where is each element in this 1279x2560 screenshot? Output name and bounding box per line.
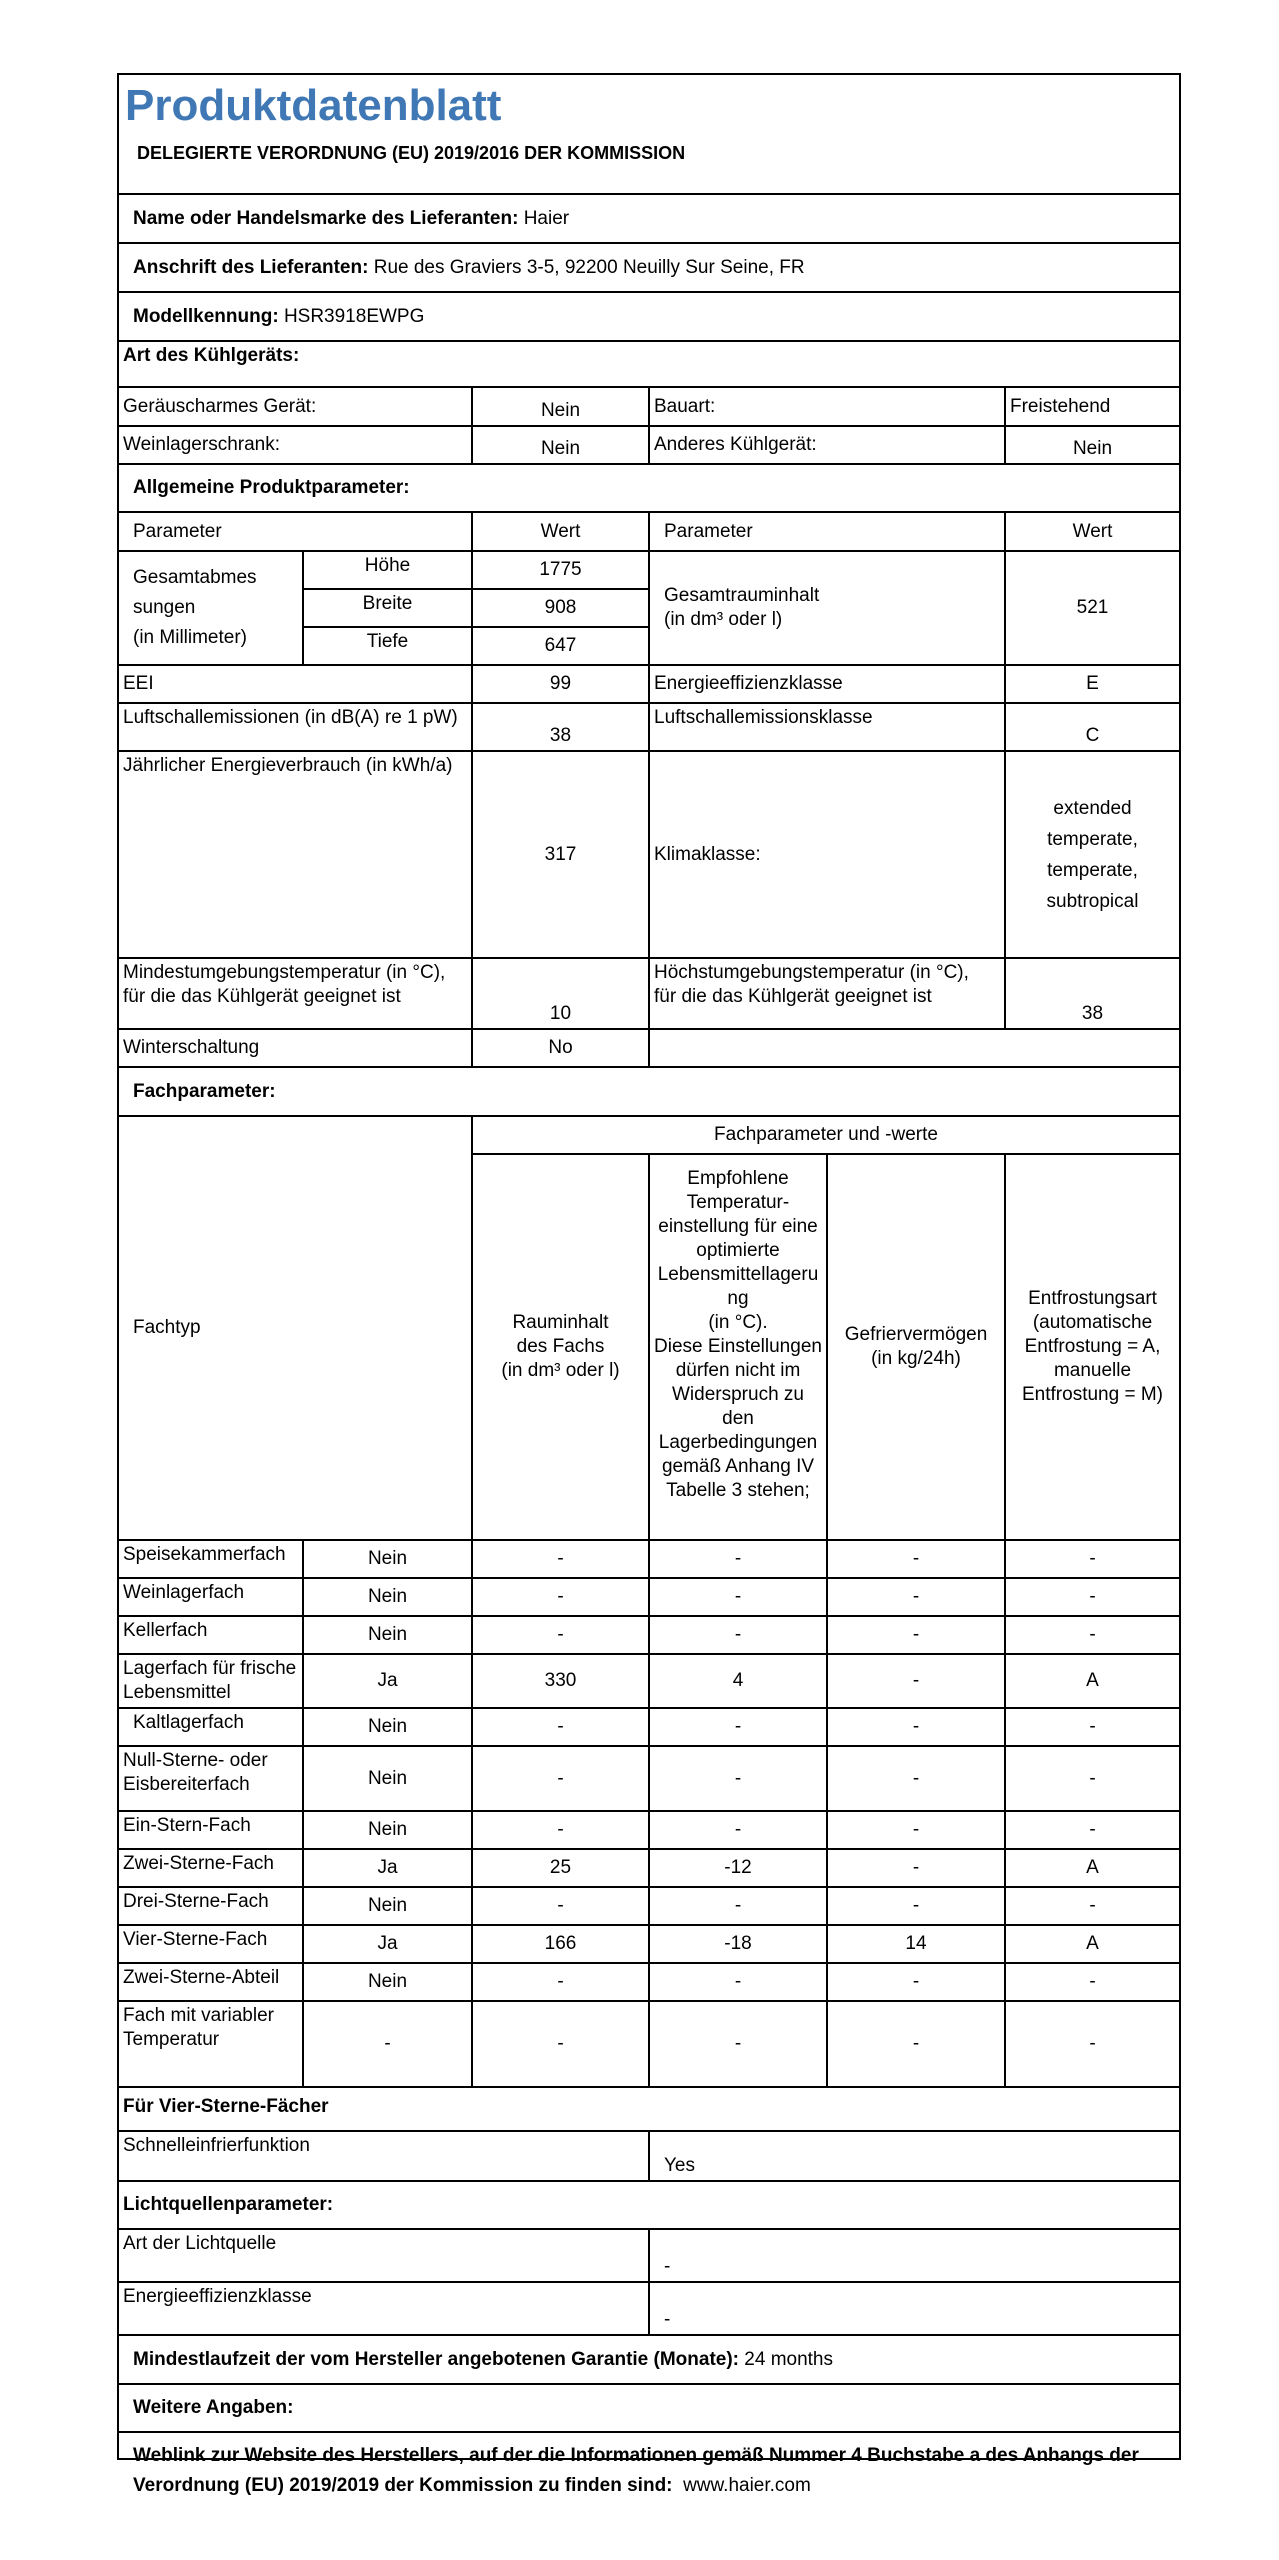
climate-line-2: temperate, <box>1047 828 1138 850</box>
compartment-temperature: - <box>650 1617 828 1655</box>
temp-header-line-7: (in °C). <box>708 1312 768 1333</box>
weblink-label-line-2: Verordnung (EU) 2019/2019 der Kommission zu finden sind: <box>133 2475 673 2496</box>
compartment-defrost: - <box>1006 1541 1179 1579</box>
page-title: Produktdatenblatt <box>125 81 502 130</box>
climate-class-value <box>1006 752 1179 959</box>
defrost-header <box>1006 1155 1179 1541</box>
model-value: HSR3918EWPG <box>283 305 425 327</box>
compartment-present: Nein <box>304 1709 473 1747</box>
compartment-freezing-capacity: - <box>828 1617 1006 1655</box>
appliance-type-heading: Art des Kühlgeräts: <box>119 342 1179 388</box>
warranty-row <box>119 2336 1179 2385</box>
depth-label: Tiefe <box>304 628 473 666</box>
compartment-present: Nein <box>304 1579 473 1617</box>
value-header-left: Wert <box>473 513 650 552</box>
wine-cabinet-label: Weinlagerschrank: <box>119 427 473 465</box>
compartment-temperature: - <box>650 1888 828 1926</box>
compartment-volume: - <box>473 1747 650 1812</box>
noise-class-value: C <box>1006 704 1179 752</box>
compartment-defrost: - <box>1006 1747 1179 1812</box>
wine-cabinet-value: Nein <box>473 427 650 465</box>
compartment-present: Nein <box>304 1541 473 1579</box>
param-header-left: Parameter <box>119 513 473 552</box>
compartment-present: Nein <box>304 1964 473 2002</box>
dimensions-label-line-2: sungen <box>133 597 196 618</box>
weblink-row <box>119 2433 1179 2508</box>
compartment-present: Nein <box>304 1812 473 1850</box>
winter-label: Winterschaltung <box>119 1030 473 1068</box>
climate-line-1: extended <box>1053 797 1132 819</box>
other-appliance-value: Nein <box>1006 427 1179 465</box>
warranty-value: 24 months <box>744 2348 834 2370</box>
height-value: 1775 <box>473 552 650 590</box>
regulation-heading: DELEGIERTE VERORDNUNG (EU) 2019/2016 DER KOMMISSION <box>137 143 686 163</box>
defrost-header-line-3: Entfrostung = A, <box>1024 1336 1161 1357</box>
four-star-heading: Für Vier-Sterne-Fächer <box>119 2083 1179 2132</box>
compartment-freezing-capacity: - <box>828 2002 1006 2088</box>
compartment-name: Null-Sterne- oder Eisbereiterfach <box>119 1747 304 1812</box>
compartment-temperature: - <box>650 1541 828 1579</box>
model-row <box>119 293 1179 342</box>
defrost-header-line-4: manuelle <box>1053 1360 1132 1381</box>
noise-label: Luftschallemissionen (in dB(A) re 1 pW) <box>119 704 473 752</box>
value-header-right: Wert <box>1006 513 1179 552</box>
temp-header-line-8: Diese Einstellungen <box>654 1336 822 1357</box>
light-type-label: Art der Lichtquelle <box>119 2230 650 2283</box>
supplier-address-value: Rue des Graviers 3-5, 92200 Neuilly Sur Seine, FR <box>373 256 805 278</box>
annual-energy-value: 317 <box>473 752 650 959</box>
compartment-defrost: - <box>1006 1888 1179 1926</box>
compartment-volume: - <box>473 1709 650 1747</box>
compartment-name: Fach mit variabler Temperatur <box>119 2002 304 2088</box>
further-info-heading: Weitere Angaben: <box>119 2385 1179 2433</box>
other-appliance-label: Anderes Kühlgerät: <box>650 427 1006 465</box>
compartment-freezing-capacity: - <box>828 1709 1006 1747</box>
freeze-header-line-2: (in kg/24h) <box>871 1348 961 1369</box>
header-block <box>119 75 1179 195</box>
compartment-present: Ja <box>304 1926 473 1964</box>
compartment-freezing-capacity: - <box>828 1964 1006 2002</box>
energy-class-value: E <box>1006 666 1179 704</box>
compartment-defrost: - <box>1006 1579 1179 1617</box>
compartment-volume: - <box>473 1964 650 2002</box>
compartment-name: Lagerfach für frische Lebensmittel <box>119 1655 304 1709</box>
light-class-value: - <box>650 2283 1179 2336</box>
min-temp-label-line-1: Mindestumgebungstemperatur (in °C), <box>123 962 446 983</box>
compartment-temperature: - <box>650 1579 828 1617</box>
total-volume-label-line-1: Gesamtrauminhalt <box>664 585 820 606</box>
compartment-name: Ein-Stern-Fach <box>119 1812 304 1850</box>
temp-header-line-10: Widerspruch zu <box>672 1384 804 1405</box>
noise-class-label: Luftschallemissionsklasse <box>650 704 1006 752</box>
min-temp-label <box>119 959 473 1030</box>
temp-header-line-2: Temperatur- <box>686 1192 790 1213</box>
compartment-volume: - <box>473 1617 650 1655</box>
compartment-temperature: - <box>650 1812 828 1850</box>
volume-header-line-3: (in dm³ oder l) <box>501 1360 620 1381</box>
compartment-volume: - <box>473 1888 650 1926</box>
noise-value: 38 <box>473 704 650 752</box>
compartment-defrost: - <box>1006 1812 1179 1850</box>
light-type-value: - <box>650 2230 1179 2283</box>
compartment-name: Drei-Sterne-Fach <box>119 1888 304 1926</box>
weblink-value[interactable]: www.haier.com <box>683 2475 811 2496</box>
compartment-defrost: A <box>1006 1850 1179 1888</box>
compartment-temperature: - <box>650 2002 828 2088</box>
temp-header-line-4: optimierte <box>696 1240 780 1261</box>
climate-line-3: temperate, <box>1047 859 1138 881</box>
fast-freeze-value: Yes <box>650 2132 1179 2182</box>
freeze-header-line-1: Gefriervermögen <box>844 1324 988 1345</box>
height-label: Höhe <box>304 552 473 590</box>
compartment-freezing-capacity: - <box>828 1747 1006 1812</box>
compartment-present: Nein <box>304 1747 473 1812</box>
supplier-name-row <box>119 195 1179 244</box>
compartment-name: Kellerfach <box>119 1617 304 1655</box>
compartment-defrost: A <box>1006 1655 1179 1709</box>
compartment-freezing-capacity: - <box>828 1888 1006 1926</box>
supplier-address-label: Anschrift des Lieferanten: <box>133 256 369 278</box>
annual-energy-label: Jährlicher Energieverbrauch (in kWh/a) <box>119 752 473 959</box>
winter-empty <box>650 1030 1179 1068</box>
compartment-volume: 25 <box>473 1850 650 1888</box>
compartments-heading: Fachparameter: <box>119 1068 1179 1117</box>
compartment-temperature: - <box>650 1964 828 2002</box>
compartment-volume: - <box>473 1579 650 1617</box>
compartment-group-header: Fachparameter und -werte <box>473 1117 1179 1155</box>
compartment-defrost: - <box>1006 1617 1179 1655</box>
compartment-present: Ja <box>304 1655 473 1709</box>
freezing-capacity-header <box>828 1155 1006 1541</box>
compartment-present: Nein <box>304 1888 473 1926</box>
compartment-temperature: - <box>650 1747 828 1812</box>
param-header-right: Parameter <box>650 513 1006 552</box>
total-volume-value: 521 <box>1006 552 1179 666</box>
dimensions-label-line-1: Gesamtabmes <box>133 567 257 588</box>
compartment-volume: - <box>473 1812 650 1850</box>
compartment-freezing-capacity: 14 <box>828 1926 1006 1964</box>
max-temp-label-line-1: Höchstumgebungstemperatur (in °C), <box>654 962 969 983</box>
supplier-address-row <box>119 244 1179 293</box>
compartment-freezing-capacity: - <box>828 1541 1006 1579</box>
compartment-freezing-capacity: - <box>828 1850 1006 1888</box>
compartment-present: Nein <box>304 1617 473 1655</box>
temp-header-line-12: Lagerbedingungen <box>658 1432 818 1453</box>
compartment-defrost: A <box>1006 1926 1179 1964</box>
compartment-temperature: 4 <box>650 1655 828 1709</box>
max-temp-label-line-2: für die das Kühlgerät geeignet ist <box>654 986 932 1007</box>
compartment-name: Vier-Sterne-Fach <box>119 1926 304 1964</box>
climate-class-label: Klimaklasse: <box>650 752 1006 959</box>
temp-header-line-11: den <box>722 1408 754 1429</box>
compartment-volume: 166 <box>473 1926 650 1964</box>
design-value: Freistehend <box>1006 388 1179 427</box>
temp-header-line-1: Empfohlene <box>687 1168 789 1189</box>
light-class-label: Energieeffizienzklasse <box>119 2283 650 2336</box>
eei-label: EEI <box>119 666 473 704</box>
volume-header-line-2: des Fachs <box>516 1336 605 1357</box>
compartment-defrost: - <box>1006 1964 1179 2002</box>
depth-value: 647 <box>473 628 650 666</box>
compartment-name: Zwei-Sterne-Abteil <box>119 1964 304 2002</box>
volume-header <box>473 1155 650 1541</box>
temp-header-line-14: Tabelle 3 stehen; <box>666 1480 810 1501</box>
compartment-name: Weinlagerfach <box>119 1579 304 1617</box>
compartment-name: Kaltlagerfach <box>119 1709 304 1747</box>
volume-header-line-1: Rauminhalt <box>512 1312 609 1333</box>
supplier-name-value: Haier <box>523 207 570 229</box>
total-volume-label <box>650 552 1006 666</box>
compartment-present: - <box>304 2002 473 2088</box>
climate-line-4: subtropical <box>1046 890 1139 912</box>
model-label: Modellkennung: <box>133 305 279 327</box>
min-temp-value: 10 <box>473 959 650 1030</box>
defrost-header-line-5: Entfrostung = M) <box>1022 1384 1163 1405</box>
dimensions-label-line-3: (in Millimeter) <box>133 627 247 648</box>
compartment-freezing-capacity: - <box>828 1655 1006 1709</box>
compartment-defrost: - <box>1006 1709 1179 1747</box>
low-noise-value: Nein <box>473 388 650 427</box>
eei-value: 99 <box>473 666 650 704</box>
compartment-temperature: -18 <box>650 1926 828 1964</box>
dimensions-label <box>119 552 304 666</box>
fast-freeze-label: Schnelleinfrierfunktion <box>119 2132 650 2182</box>
temp-header-line-3: einstellung für eine <box>658 1216 818 1237</box>
max-temp-label <box>650 959 1006 1030</box>
min-temp-label-line-2: für die das Kühlgerät geeignet ist <box>123 986 401 1007</box>
product-data-sheet <box>117 73 1181 2496</box>
weblink-label-line-1: Weblink zur Website des Herstellers, auf der die Informationen gemäß Nummer 4 Buchstabe a des Anhangs der <box>133 2445 1139 2466</box>
temp-header-line-13: gemäß Anhang IV <box>661 1456 815 1477</box>
compartment-volume: - <box>473 2002 650 2088</box>
light-heading: Lichtquellenparameter: <box>119 2182 1179 2230</box>
general-heading: Allgemeine Produktparameter: <box>119 465 1179 513</box>
winter-value: No <box>473 1030 650 1068</box>
warranty-label: Mindestlaufzeit der vom Hersteller angebotenen Garantie (Monate): <box>133 2348 739 2370</box>
compartment-name: Speisekammerfach <box>119 1541 304 1579</box>
temp-header-line-9: dürfen nicht im <box>675 1360 801 1381</box>
compartment-type-header: Fachtyp <box>119 1117 473 1541</box>
compartment-volume: - <box>473 1541 650 1579</box>
compartment-temperature: -12 <box>650 1850 828 1888</box>
compartment-volume: 330 <box>473 1655 650 1709</box>
compartment-freezing-capacity: - <box>828 1579 1006 1617</box>
temp-header-line-6: ng <box>727 1288 749 1309</box>
low-noise-label: Geräuscharmes Gerät: <box>119 388 473 427</box>
energy-class-label: Energieeffizienzklasse <box>650 666 1006 704</box>
compartment-temperature: - <box>650 1709 828 1747</box>
defrost-header-line-1: Entfrostungsart <box>1028 1288 1157 1309</box>
supplier-name-label: Name oder Handelsmarke des Lieferanten: <box>133 207 519 229</box>
defrost-header-line-2: (automatische <box>1032 1312 1153 1333</box>
compartment-defrost: - <box>1006 2002 1179 2088</box>
total-volume-label-line-2: (in dm³ oder l) <box>664 609 783 630</box>
width-label: Breite <box>304 590 473 628</box>
temp-header-line-5: Lebensmittellageru <box>657 1264 819 1285</box>
compartment-name: Zwei-Sterne-Fach <box>119 1850 304 1888</box>
compartment-freezing-capacity: - <box>828 1812 1006 1850</box>
design-label: Bauart: <box>650 388 1006 427</box>
width-value: 908 <box>473 590 650 628</box>
max-temp-value: 38 <box>1006 959 1179 1030</box>
temperature-header <box>650 1155 828 1541</box>
compartment-present: Ja <box>304 1850 473 1888</box>
